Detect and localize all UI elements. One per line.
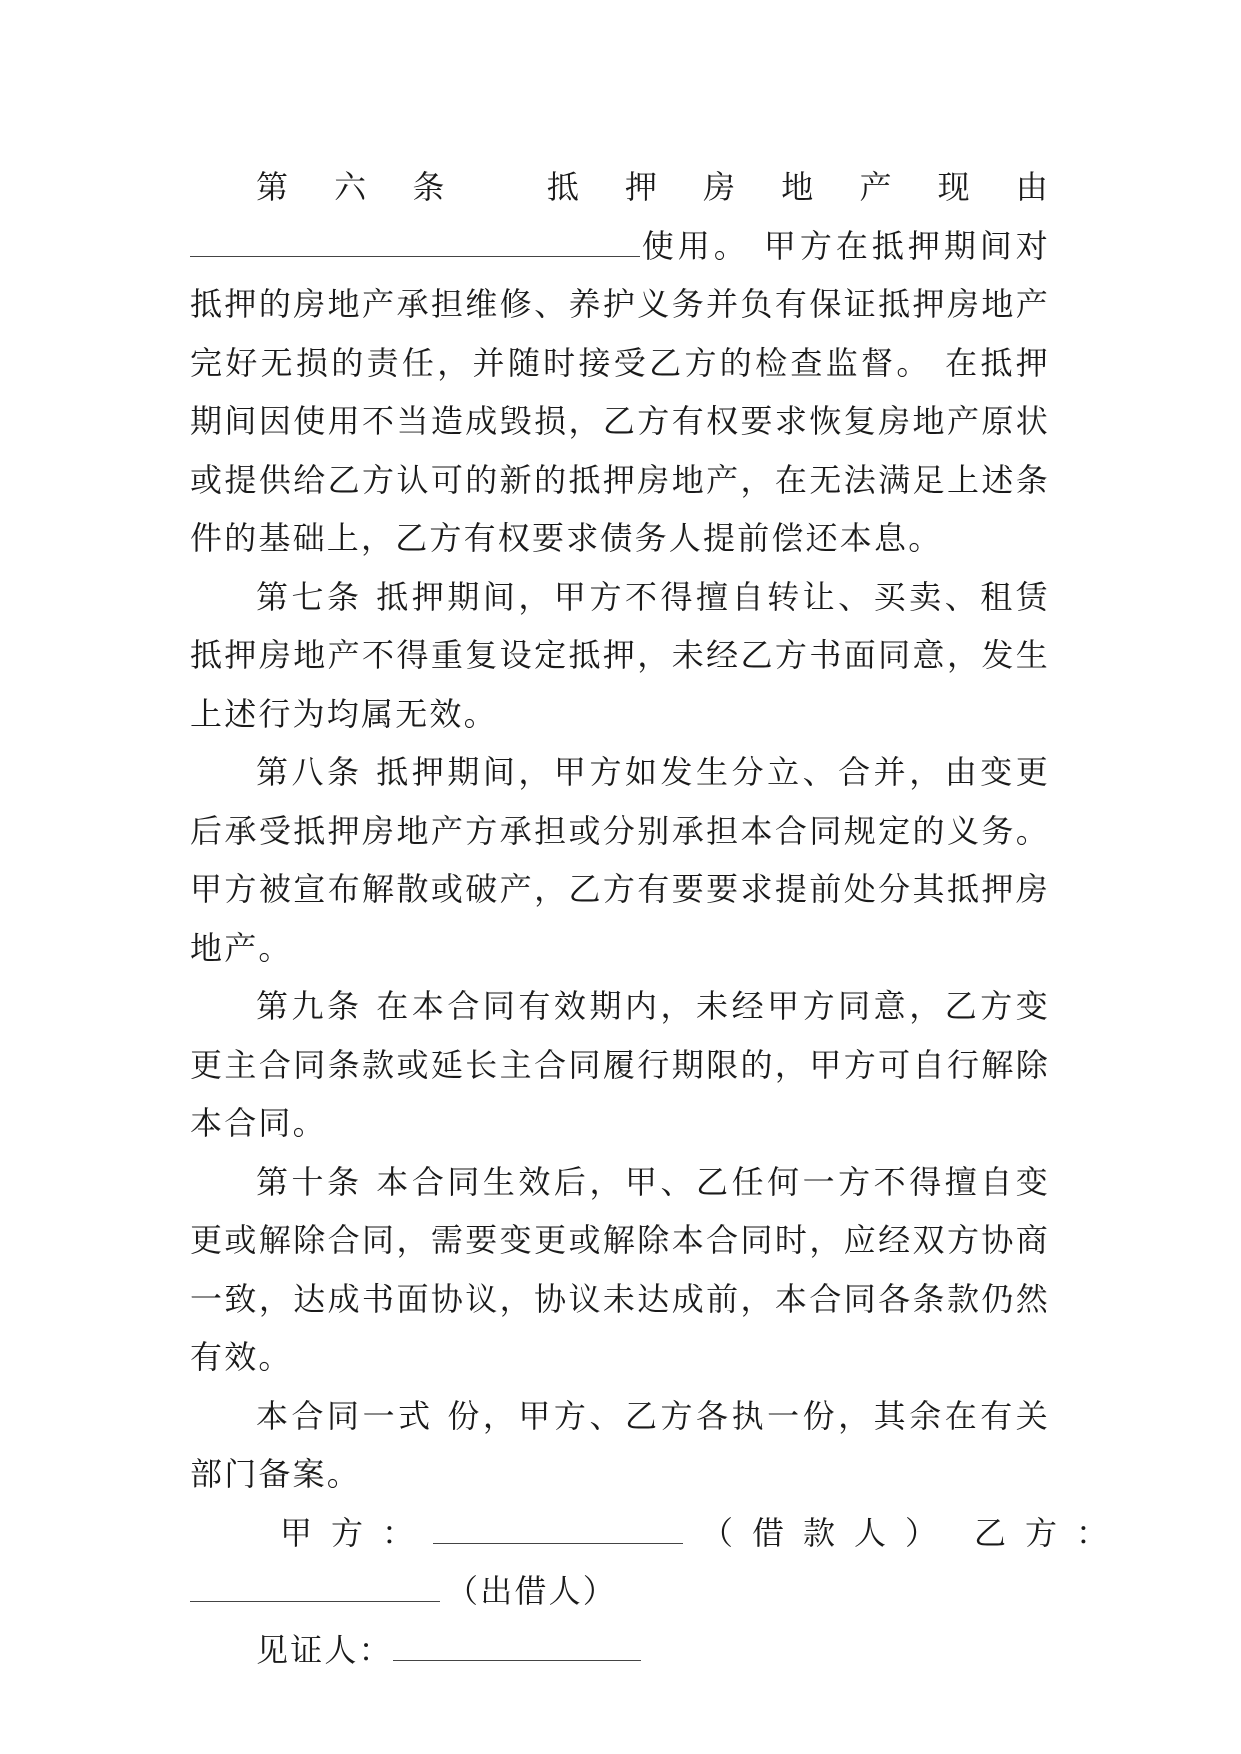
copies-clause: 本合同一式 份，甲方、乙方各执一份，其余在有关部门备案。 — [190, 1396, 1050, 1493]
signature-row-1 — [190, 1504, 1128, 1563]
article-6-body: 使用。 甲方在抵押期间对抵押的房地产承担维修、养护义务并负有保证抵押房地产完好无损的责任，并随时接受乙方的检查监督。 在抵押期间因使用不当造成毁损，乙方有权要求恢复房地产原状或提供给乙方认可的新的抵押房地产，在无法满足上述条件的基础上，乙方有权要求债务人提前偿还本息。 — [190, 226, 1050, 557]
party-b-blank — [190, 1575, 440, 1602]
party-a-blank — [433, 1517, 683, 1544]
party-b-role: （出借人） — [446, 1572, 618, 1610]
article-8: 第八条 抵押期间，甲方如发生分立、合并，由变更后承受抵押房地产方承担或分别承担本合同规定的义务。甲方被宣布解散或破产，乙方有要要求提前处分其抵押房地产。 — [190, 753, 1050, 967]
article-9: 第九条 在本合同有效期内，未经甲方同意，乙方变更主合同条款或延长主合同履行期限的，甲方可自行解除本合同。 — [190, 987, 1050, 1142]
party-a-label: 甲方： — [280, 1513, 434, 1552]
contract-page — [190, 158, 1128, 1679]
article-10: 第十条 本合同生效后，甲、乙任何一方不得擅自变更或解除合同，需要变更或解除本合同时，应经双方协商一致，达成书面协议，协议未达成前，本合同各条款仍然有效。 — [190, 1162, 1050, 1376]
article-6-lead: 第六条 抵押房地产现由 — [256, 168, 1050, 206]
witness-label: 见证人： — [256, 1630, 393, 1669]
witness-blank — [393, 1634, 641, 1661]
witness-row — [190, 1621, 1050, 1680]
article-7: 第七条 抵押期间，甲方不得擅自转让、买卖、租赁抵押房地产不得重复设定抵押，未经乙方书面同意，发生上述行为均属无效。 — [190, 577, 1050, 733]
article-6 — [190, 158, 1050, 568]
party-b-label: 乙方： — [974, 1513, 1128, 1552]
signature-row-2 — [190, 1562, 1050, 1621]
party-a-role: （借款人） — [701, 1513, 957, 1552]
occupant-blank — [190, 230, 640, 257]
